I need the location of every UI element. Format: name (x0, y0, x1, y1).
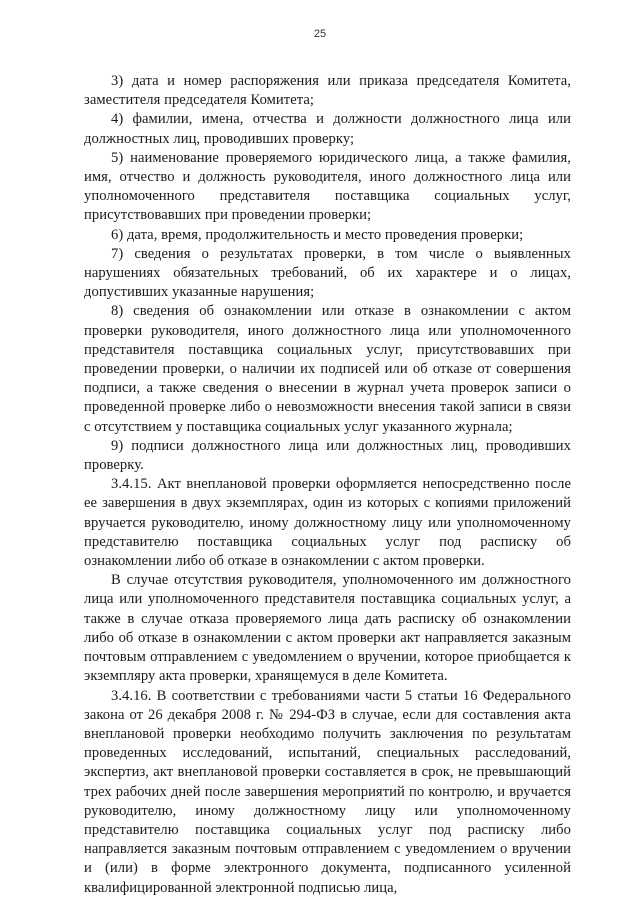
paragraph-item-8: 8) сведения об ознакомлении или отказе в ознакомлении с актом проверки руководителя, иного должностного лица или уполномоченного представителя поставщика социальных услуг, присутствовавших при проведении проверки, о наличии их подписей или об отказе от совершения подписи, а также сведения о внесении в журнал учета проверок записи о проведенной проверке либо о невозможности внесения такой записи в связи с отсутствием у поставщика социальных услуг указанного журнала; (84, 303, 571, 435)
paragraph-item-9: 9) подписи должностного лица или должностных лиц, проводивших проверку. (84, 437, 571, 474)
paragraph-absence-case: В случае отсутствия руководителя, уполномоченного им должностного лица или уполномоченного представителя поставщика социальных услуг, а также в случае отказа проверяемого лица дать расписку об ознакомлении либо об отказе в ознакомлении с актом проверки акт направляется заказным почтовым отправлением с уведомлением о вручении, которое приобщается к экземпляру акта проверки, хранящемуся в деле Комитета. (84, 572, 571, 685)
paragraph-3-4-16: 3.4.16. В соответствии с требованиями части 5 статьи 16 Федерального закона от 26 декабря 2008 г. № 294-ФЗ в случае, если для составления акта внеплановой проверки необходимо получить заключения по результатам проведенных исследований, испытаний, специальных расследований, экспертиз, акт внеплановой проверки составляется в срок, не превышающий трех рабочих дней после завершения мероприятий по контролю, и вручается руководителю, иному должностному лицу или уполномоченному представителю поставщика социальных услуг под расписку либо направляется заказным почтовым отправлением с уведомлением о вручении и (или) в форме электронного документа, подписанного усиленной квалифицированной электронной подписью лица, (84, 687, 571, 896)
document-body (84, 72, 571, 898)
paragraph-item-6: 6) дата, время, продолжительность и место проведения проверки; (111, 226, 524, 243)
paragraph-item-7: 7) сведения о результатах проверки, в том числе о выявленных нарушениях обязательных требований, об их характере и о лицах, допустивших указанные нарушения; (84, 245, 571, 301)
paragraph-3-4-15: 3.4.15. Акт внеплановой проверки оформляется непосредственно после ее завершения в двух экземплярах, один из которых с копиями приложений вручается руководителю, иному должностному лицу или уполномоченному представителю поставщика социальных услуг под расписку об ознакомлении либо об отказе в ознакомлении с актом проверки. (84, 476, 571, 570)
paragraph-item-3: 3) дата и номер распоряжения или приказа председателя Комитета, заместителя председателя Комитета; (84, 73, 571, 109)
paragraph-item-5: 5) наименование проверяемого юридического лица, а также фамилия, имя, отчество и должность руководителя, иного должностного лица или уполномоченного представителя поставщика социальных услуг, присутствовавших при проведении проверки; (84, 149, 571, 224)
page-number: 25 (313, 28, 327, 40)
paragraph-item-4: 4) фамилии, имена, отчества и должности должностного лица или должностных лиц, проводивших проверку; (84, 111, 571, 147)
